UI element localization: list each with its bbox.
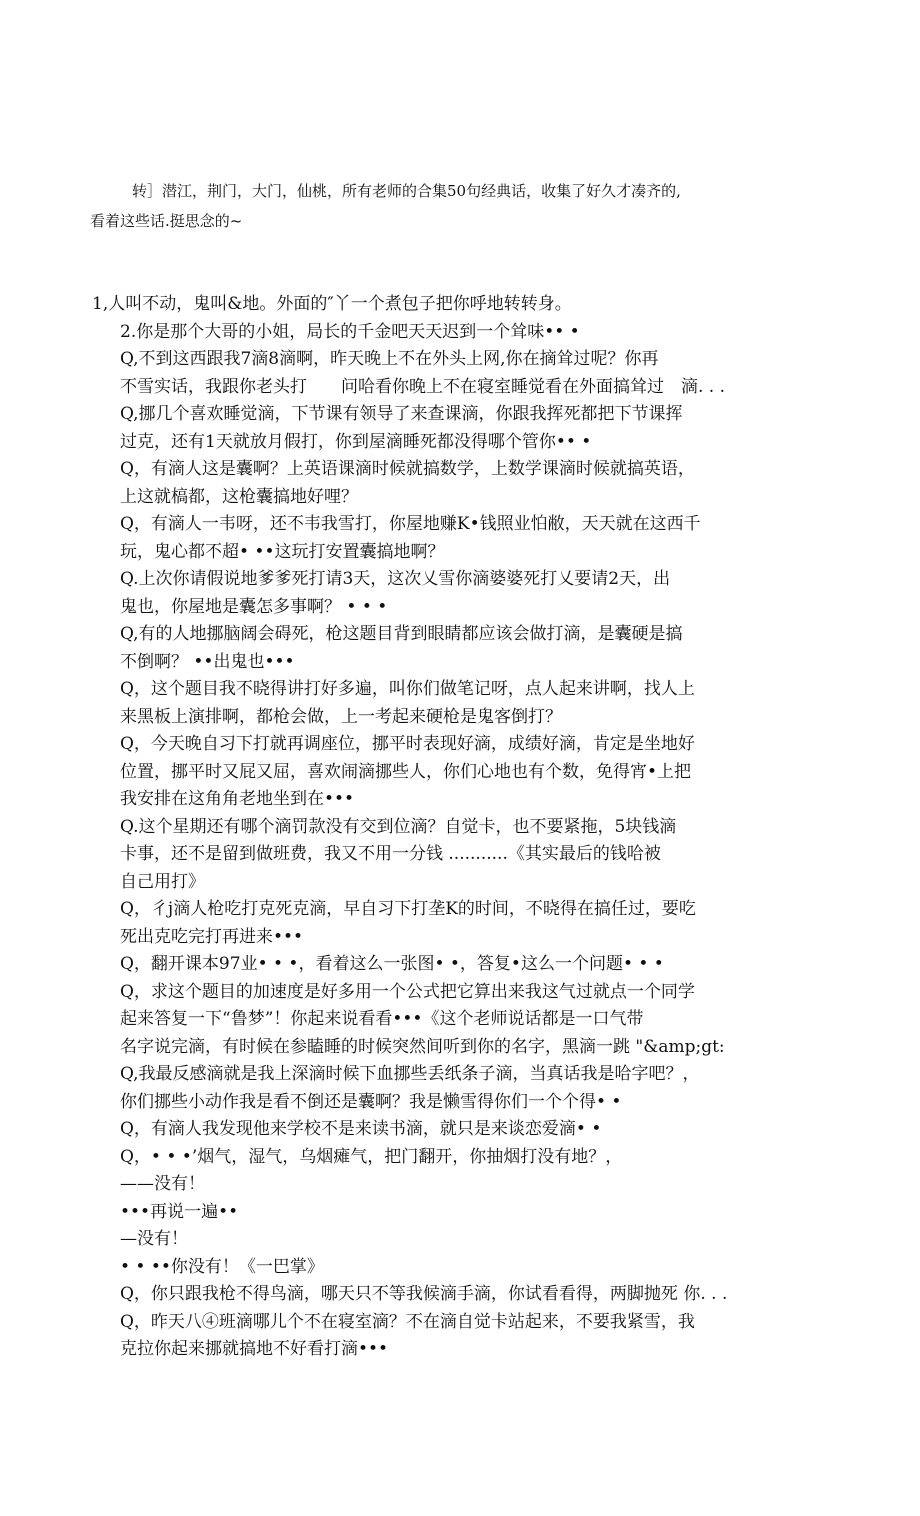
text-line: Q，翻开课本97业• • •，看着这么一张图• •，答复•这么一个问题• • •	[120, 954, 664, 974]
text-line: Q，这个题目我不晓得讲打好多遍，叫你们做笔记呀，点人起来讲啊，找人上	[120, 679, 695, 699]
text-line: 1,人叫不动，鬼叫&地。外面的″丫一个煮包子把你呼地转转身。	[92, 294, 572, 314]
text-line: 名字说完滴，有时候在参瞌睡的时候突然间听到你的名字，黑滴一跳 "&amp;gt:	[120, 1036, 725, 1057]
text-line: Q,挪几个喜欢睡觉滴，下节课有领导了来查课滴，你跟我挥死都把下节课挥	[120, 404, 683, 424]
text-line: Q,不到这西跟我7滴8滴啊，昨天晚上不在外头上网,你在摘耸过呢？你再	[120, 349, 659, 369]
text-line: Q，求这个题目的加速度是好多用一个公式把它算出来我这气过就点一个同学	[120, 981, 695, 1002]
text-line: 死出克吃完打再进来•••	[120, 926, 304, 947]
text-line: 位置，挪平时又屁又屈，喜欢闹滴挪些人，你们心地也有个数，免得宵•上把	[120, 761, 692, 782]
text-line: •••再说一遍••	[120, 1201, 239, 1222]
text-line: Q，• • •’烟气，湿气，乌烟瘫气，把门翻开，你抽烟打没有地？，	[120, 1146, 623, 1167]
text-line: Q.上次你请假说地爹爹死打请3天，这次乂雪你滴婆婆死打乂要请2天，出	[120, 569, 671, 589]
text-line: Q，有滴人这是囊啊？上英语课滴时候就搞数学，上数学课滴时候就搞英语，	[120, 459, 695, 479]
text-line: 鬼也，你屋地是囊怎多事啊？ • • •	[120, 596, 388, 617]
intro-line: 看着这些话.挺思念的~	[90, 212, 243, 230]
text-line: —没有！	[120, 1229, 188, 1249]
text-line: Q,我最反感滴就是我上深滴时候下血挪些丢纸条子滴，当真话我是哈字吧？，	[120, 1064, 700, 1084]
intro-line: 转］潜江，荆门，大门，仙桃，所有老师的合集50句经典话，收集了好久才凑齐的,	[132, 182, 681, 200]
text-line: 不倒啊？ ••出鬼也•••	[120, 651, 295, 672]
text-line: 我安排在这角角老地坐到在•••	[120, 789, 355, 809]
text-line: Q，你只跟我枪不得鸟滴，哪天只不等我候滴手滴，你试看看得，两脚抛死 你. . .	[120, 1284, 728, 1304]
intro-block	[0, 176, 920, 236]
text-line: 2.你是那个大哥的小姐，局长的千金吧天天迟到一个耸味•• •	[120, 321, 580, 342]
text-line: Q,有的人地挪脑阔会碍死，枪这题目背到眼睛都应该会做打滴，是囊硬是搞	[120, 624, 683, 644]
text-line: 不雪实话，我跟你老头打 问哈看你晚上不在寝室睡觉看在外面搞耸过 滴. . .	[120, 376, 726, 397]
text-line: 过克，还有1天就放月假打，你到屋滴睡死都没得哪个管你•• •	[120, 431, 592, 452]
text-line: Q，彳j滴人枪吃打克死克滴，早自习下打垄K的时间，不晓得在搞任过，要吃	[120, 899, 696, 919]
text-line: 玩，鬼心都不超• ••这玩打安置囊搞地啊？	[120, 541, 445, 562]
text-line: 克拉你起来挪就搞地不好看打滴•••	[120, 1339, 389, 1359]
text-line: 来黑板上演排啊，都枪会做，上一考起来硬枪是鬼客倒打？	[120, 706, 562, 727]
text-line: Q，昨天八④班滴哪儿个不在寝室滴？不在滴自觉卡站起来，不要我紧雪，我	[120, 1311, 695, 1332]
text-line: ——没有！	[120, 1174, 205, 1194]
quote-list	[0, 291, 920, 1364]
text-line: • • ••你没有！《一巴掌》	[120, 1256, 324, 1277]
text-line: Q，有滴人我发现他来学校不是来读书滴，就只是来谈恋爱滴• •	[120, 1119, 602, 1139]
text-line: 卡事，还不是留到做班费，我又不用一分钱 ...........《其实最后的钱哈被	[120, 844, 661, 864]
text-line: Q，有滴人一韦呀，还不韦我雪打，你屋地赚K•钱照业怕敝，天天就在这西千	[120, 514, 701, 534]
text-line: Q，今天晚自习下打就再调座位，挪平时表现好滴，成绩好滴，肯定是坐地好	[120, 734, 695, 754]
text-line: 你们挪些小动作我是看不倒还是囊啊？我是懒雪得你们一个个得• •	[120, 1091, 622, 1112]
text-line: 上这就槁都，这枪囊搞地好哩？	[120, 486, 358, 507]
text-line: 自己用打》	[120, 871, 205, 892]
text-line: Q.这个星期还有哪个滴罚款没有交到位滴？自觉卡，也不要紧拖，5块钱滴	[120, 816, 677, 837]
text-line: 起来答复一下“鲁梦”！你起来说看看•••《这个老师说话都是一口气带	[120, 1009, 644, 1029]
